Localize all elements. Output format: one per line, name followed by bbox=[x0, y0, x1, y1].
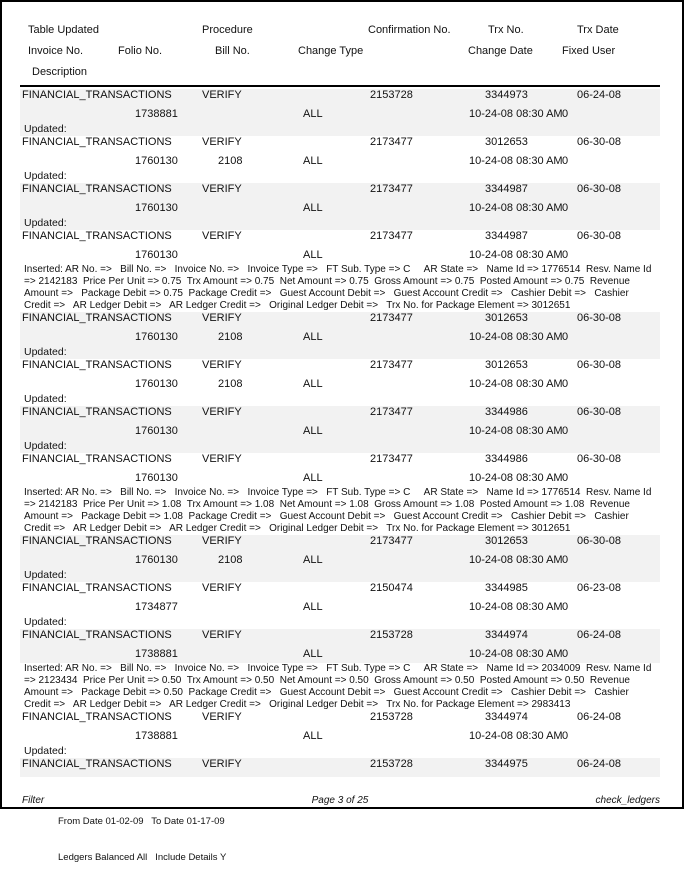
cell-bill-no: 2108 bbox=[218, 378, 243, 390]
table-row bbox=[20, 136, 660, 183]
cell-procedure: VERIFY bbox=[202, 359, 242, 371]
cell-fixed-user: 0 bbox=[562, 554, 569, 566]
cell-folio-no: 1738881 bbox=[135, 108, 178, 120]
col-header-change-type: Change Type bbox=[298, 45, 364, 57]
cell-change-date: 10-24-08 08:30 AM bbox=[469, 425, 563, 437]
cell-folio-no: 1760130 bbox=[135, 202, 178, 214]
table-row bbox=[20, 183, 660, 230]
report-footer bbox=[20, 792, 660, 863]
cell-folio-no: 1760130 bbox=[135, 155, 178, 167]
table-row bbox=[20, 312, 660, 359]
cell-confirmation-no: 2150474 bbox=[370, 582, 413, 594]
cell-trx-date: 06-23-08 bbox=[577, 582, 622, 594]
cell-confirmation-no: 2173477 bbox=[370, 312, 413, 324]
table-row bbox=[20, 535, 660, 582]
cell-trx-date: 06-24-08 bbox=[577, 89, 622, 101]
cell-change-type: ALL bbox=[303, 554, 323, 566]
cell-trx-no: 3344986 bbox=[485, 406, 528, 418]
header-divider bbox=[20, 85, 660, 87]
cell-procedure: VERIFY bbox=[202, 582, 242, 594]
row-line-1 bbox=[20, 312, 660, 331]
cell-trx-no: 3344987 bbox=[485, 230, 528, 242]
cell-fixed-user: 0 bbox=[562, 425, 569, 437]
cell-fixed-user: 0 bbox=[562, 331, 569, 343]
cell-trx-date: 06-24-08 bbox=[577, 758, 622, 770]
row-line-2 bbox=[20, 155, 660, 170]
row-line-1 bbox=[20, 89, 660, 108]
cell-table-updated: FINANCIAL_TRANSACTIONS bbox=[22, 183, 172, 195]
cell-table-updated: FINANCIAL_TRANSACTIONS bbox=[22, 711, 172, 723]
cell-trx-date: 06-30-08 bbox=[577, 406, 622, 418]
row-line-1 bbox=[20, 453, 660, 472]
table-row bbox=[20, 89, 660, 136]
col-header-procedure: Procedure bbox=[202, 24, 253, 36]
cell-confirmation-no: 2153728 bbox=[370, 89, 413, 101]
col-header-folio-no: Folio No. bbox=[118, 45, 163, 57]
cell-folio-no: 1734877 bbox=[135, 601, 178, 613]
cell-fixed-user: 0 bbox=[562, 472, 569, 484]
cell-fixed-user: 0 bbox=[562, 601, 569, 613]
cell-table-updated: FINANCIAL_TRANSACTIONS bbox=[22, 359, 172, 371]
table-row bbox=[20, 758, 660, 777]
cell-change-date: 10-24-08 08:30 AM bbox=[469, 108, 563, 120]
col-header-change-date: Change Date bbox=[468, 45, 533, 57]
row-line-2 bbox=[20, 249, 660, 264]
cell-trx-no: 3344987 bbox=[485, 183, 528, 195]
row-line-1 bbox=[20, 535, 660, 554]
cell-fixed-user: 0 bbox=[562, 648, 569, 660]
cell-table-updated: FINANCIAL_TRANSACTIONS bbox=[22, 629, 172, 641]
col-header-trx-date: Trx Date bbox=[577, 24, 619, 36]
cell-trx-date: 06-30-08 bbox=[577, 453, 622, 465]
filter-label: Filter bbox=[22, 795, 45, 806]
filter-date-range: From Date 01-02-09 To Date 01-17-09 bbox=[58, 816, 225, 827]
row-line-2 bbox=[20, 331, 660, 346]
cell-table-updated: FINANCIAL_TRANSACTIONS bbox=[22, 582, 172, 594]
cell-trx-no: 3344973 bbox=[485, 89, 528, 101]
cell-confirmation-no: 2173477 bbox=[370, 406, 413, 418]
cell-change-type: ALL bbox=[303, 648, 323, 660]
cell-change-type: ALL bbox=[303, 425, 323, 437]
cell-procedure: VERIFY bbox=[202, 758, 242, 770]
cell-folio-no: 1760130 bbox=[135, 425, 178, 437]
cell-procedure: VERIFY bbox=[202, 183, 242, 195]
cell-trx-no: 3012653 bbox=[485, 535, 528, 547]
header-row-1 bbox=[20, 24, 660, 45]
cell-confirmation-no: 2173477 bbox=[370, 359, 413, 371]
cell-table-updated: FINANCIAL_TRANSACTIONS bbox=[22, 758, 172, 770]
row-description: Updated: bbox=[20, 217, 660, 230]
cell-folio-no: 1760130 bbox=[135, 378, 178, 390]
cell-trx-date: 06-30-08 bbox=[577, 183, 622, 195]
row-line-2 bbox=[20, 601, 660, 616]
row-line-1 bbox=[20, 136, 660, 155]
cell-trx-no: 3344974 bbox=[485, 629, 528, 641]
cell-change-type: ALL bbox=[303, 155, 323, 167]
col-header-confirmation-no: Confirmation No. bbox=[368, 24, 451, 36]
cell-procedure: VERIFY bbox=[202, 312, 242, 324]
cell-confirmation-no: 2173477 bbox=[370, 230, 413, 242]
cell-fixed-user: 0 bbox=[562, 155, 569, 167]
cell-change-type: ALL bbox=[303, 601, 323, 613]
cell-table-updated: FINANCIAL_TRANSACTIONS bbox=[22, 136, 172, 148]
row-line-1 bbox=[20, 230, 660, 249]
col-header-fixed-user: Fixed User bbox=[562, 45, 616, 57]
cell-bill-no: 2108 bbox=[218, 155, 243, 167]
cell-trx-date: 06-30-08 bbox=[577, 535, 622, 547]
col-header-table-updated: Table Updated bbox=[28, 24, 99, 36]
cell-table-updated: FINANCIAL_TRANSACTIONS bbox=[22, 312, 172, 324]
row-description: Updated: bbox=[20, 346, 660, 359]
row-line-1 bbox=[20, 758, 660, 777]
cell-change-type: ALL bbox=[303, 331, 323, 343]
row-description: Updated: bbox=[20, 440, 660, 453]
cell-procedure: VERIFY bbox=[202, 406, 242, 418]
row-line-2 bbox=[20, 378, 660, 393]
cell-folio-no: 1738881 bbox=[135, 648, 178, 660]
row-description: Inserted: AR No. => Bill No. => Invoice No. => Invoice Type => FT Sub. Type => C AR State => Name Id => 1776514 Resv. Name Id => 2142183 Price Per Unit => 1.08 Trx Amount => 1.08 Net Amount => 1.08 Gross Amount => 1.08 Posted Amount => 1.08 Revenue Amount => Package Debit => 1.08 Package Credit => Guest Account Debit => Guest Account Credit => Cashier Debit => Cashier Credit => AR Ledger Debit => AR Ledger Credit => Original Ledger Debit => Trx No. for Package Element => 3012651 bbox=[20, 487, 660, 535]
row-line-1 bbox=[20, 183, 660, 202]
cell-procedure: VERIFY bbox=[202, 535, 242, 547]
row-line-2 bbox=[20, 108, 660, 123]
cell-trx-date: 06-30-08 bbox=[577, 136, 622, 148]
row-line-1 bbox=[20, 711, 660, 730]
table-row bbox=[20, 629, 660, 711]
cell-change-date: 10-24-08 08:30 AM bbox=[469, 648, 563, 660]
cell-trx-no: 3012653 bbox=[485, 136, 528, 148]
cell-folio-no: 1760130 bbox=[135, 472, 178, 484]
cell-change-date: 10-24-08 08:30 AM bbox=[469, 472, 563, 484]
cell-folio-no: 1760130 bbox=[135, 554, 178, 566]
row-line-1 bbox=[20, 582, 660, 601]
row-description: Updated: bbox=[20, 170, 660, 183]
cell-fixed-user: 0 bbox=[562, 202, 569, 214]
report-header bbox=[20, 24, 660, 87]
records-list bbox=[20, 89, 660, 777]
row-line-2 bbox=[20, 472, 660, 487]
cell-trx-no: 3344974 bbox=[485, 711, 528, 723]
row-description: Inserted: AR No. => Bill No. => Invoice No. => Invoice Type => FT Sub. Type => C AR State => Name Id => 1776514 Resv. Name Id => 2142183 Price Per Unit => 0.75 Trx Amount => 0.75 Net Amount => 0.75 Gross Amount => 0.75 Posted Amount => 0.75 Revenue Amount => Package Debit => 0.75 Package Credit => Guest Account Debit => Guest Account Credit => Cashier Debit => Cashier Credit => AR Ledger Debit => AR Ledger Credit => Original Ledger Debit => Trx No. for Package Element => 3012651 bbox=[20, 264, 660, 312]
cell-trx-date: 06-30-08 bbox=[577, 312, 622, 324]
cell-change-type: ALL bbox=[303, 202, 323, 214]
cell-confirmation-no: 2173477 bbox=[370, 535, 413, 547]
table-row bbox=[20, 230, 660, 312]
cell-trx-date: 06-24-08 bbox=[577, 629, 622, 641]
table-row bbox=[20, 582, 660, 629]
cell-bill-no: 2108 bbox=[218, 554, 243, 566]
row-description: Updated: bbox=[20, 123, 660, 136]
cell-fixed-user: 0 bbox=[562, 249, 569, 261]
cell-fixed-user: 0 bbox=[562, 730, 569, 742]
cell-change-date: 10-24-08 08:30 AM bbox=[469, 378, 563, 390]
row-line-2 bbox=[20, 554, 660, 569]
cell-change-type: ALL bbox=[303, 249, 323, 261]
cell-change-date: 10-24-08 08:30 AM bbox=[469, 155, 563, 167]
table-row bbox=[20, 406, 660, 453]
cell-confirmation-no: 2173477 bbox=[370, 453, 413, 465]
cell-table-updated: FINANCIAL_TRANSACTIONS bbox=[22, 230, 172, 242]
cell-confirmation-no: 2153728 bbox=[370, 758, 413, 770]
row-line-1 bbox=[20, 359, 660, 378]
cell-trx-no: 3344986 bbox=[485, 453, 528, 465]
cell-trx-date: 06-24-08 bbox=[577, 711, 622, 723]
cell-confirmation-no: 2153728 bbox=[370, 711, 413, 723]
filter-criteria bbox=[58, 792, 226, 888]
cell-trx-no: 3344985 bbox=[485, 582, 528, 594]
cell-trx-no: 3012653 bbox=[485, 312, 528, 324]
cell-confirmation-no: 2173477 bbox=[370, 136, 413, 148]
row-line-2 bbox=[20, 648, 660, 663]
cell-change-date: 10-24-08 08:30 AM bbox=[469, 554, 563, 566]
cell-change-type: ALL bbox=[303, 108, 323, 120]
cell-trx-date: 06-30-08 bbox=[577, 230, 622, 242]
cell-folio-no: 1760130 bbox=[135, 331, 178, 343]
col-header-invoice-no: Invoice No. bbox=[28, 45, 84, 57]
filter-options: Ledgers Balanced All Include Details Y bbox=[58, 852, 227, 863]
cell-change-date: 10-24-08 08:30 AM bbox=[469, 730, 563, 742]
row-description: Updated: bbox=[20, 616, 660, 629]
cell-procedure: VERIFY bbox=[202, 711, 242, 723]
header-row-2 bbox=[20, 45, 660, 66]
cell-trx-no: 3344975 bbox=[485, 758, 528, 770]
cell-procedure: VERIFY bbox=[202, 89, 242, 101]
cell-confirmation-no: 2173477 bbox=[370, 183, 413, 195]
table-row bbox=[20, 359, 660, 406]
col-header-bill-no: Bill No. bbox=[215, 45, 250, 57]
row-line-2 bbox=[20, 202, 660, 217]
row-line-1 bbox=[20, 629, 660, 648]
cell-fixed-user: 0 bbox=[562, 378, 569, 390]
cell-table-updated: FINANCIAL_TRANSACTIONS bbox=[22, 406, 172, 418]
cell-change-type: ALL bbox=[303, 378, 323, 390]
col-header-trx-no: Trx No. bbox=[488, 24, 524, 36]
cell-procedure: VERIFY bbox=[202, 136, 242, 148]
row-description: Updated: bbox=[20, 569, 660, 582]
row-description: Updated: bbox=[20, 393, 660, 406]
cell-confirmation-no: 2153728 bbox=[370, 629, 413, 641]
row-line-2 bbox=[20, 425, 660, 440]
row-description: Updated: bbox=[20, 745, 660, 758]
cell-trx-no: 3012653 bbox=[485, 359, 528, 371]
cell-change-date: 10-24-08 08:30 AM bbox=[469, 249, 563, 261]
cell-procedure: VERIFY bbox=[202, 629, 242, 641]
cell-trx-date: 06-30-08 bbox=[577, 359, 622, 371]
cell-fixed-user: 0 bbox=[562, 108, 569, 120]
cell-folio-no: 1738881 bbox=[135, 730, 178, 742]
cell-change-date: 10-24-08 08:30 AM bbox=[469, 601, 563, 613]
col-header-description: Description bbox=[32, 66, 88, 78]
table-row bbox=[20, 711, 660, 758]
cell-bill-no: 2108 bbox=[218, 331, 243, 343]
report-name: check_ledgers bbox=[595, 795, 660, 806]
cell-table-updated: FINANCIAL_TRANSACTIONS bbox=[22, 453, 172, 465]
header-row-3 bbox=[20, 66, 660, 81]
table-row bbox=[20, 453, 660, 535]
cell-table-updated: FINANCIAL_TRANSACTIONS bbox=[22, 89, 172, 101]
cell-procedure: VERIFY bbox=[202, 453, 242, 465]
cell-table-updated: FINANCIAL_TRANSACTIONS bbox=[22, 535, 172, 547]
cell-change-type: ALL bbox=[303, 730, 323, 742]
cell-procedure: VERIFY bbox=[202, 230, 242, 242]
cell-change-date: 10-24-08 08:30 AM bbox=[469, 331, 563, 343]
row-line-2 bbox=[20, 730, 660, 745]
page-indicator: Page 3 of 25 bbox=[311, 795, 369, 806]
row-description: Inserted: AR No. => Bill No. => Invoice No. => Invoice Type => FT Sub. Type => C AR State => Name Id => 2034009 Resv. Name Id => 2123434 Price Per Unit => 0.50 Trx Amount => 0.50 Net Amount => 0.50 Gross Amount => 0.50 Posted Amount => 0.50 Revenue Amount => Package Debit => 0.50 Package Credit => Guest Account Debit => Guest Account Credit => Cashier Debit => Cashier Credit => AR Ledger Debit => AR Ledger Credit => Original Ledger Debit => Trx No. for Package Element => 2983413 bbox=[20, 663, 660, 711]
cell-change-date: 10-24-08 08:30 AM bbox=[469, 202, 563, 214]
row-line-1 bbox=[20, 406, 660, 425]
cell-folio-no: 1760130 bbox=[135, 249, 178, 261]
cell-change-type: ALL bbox=[303, 472, 323, 484]
